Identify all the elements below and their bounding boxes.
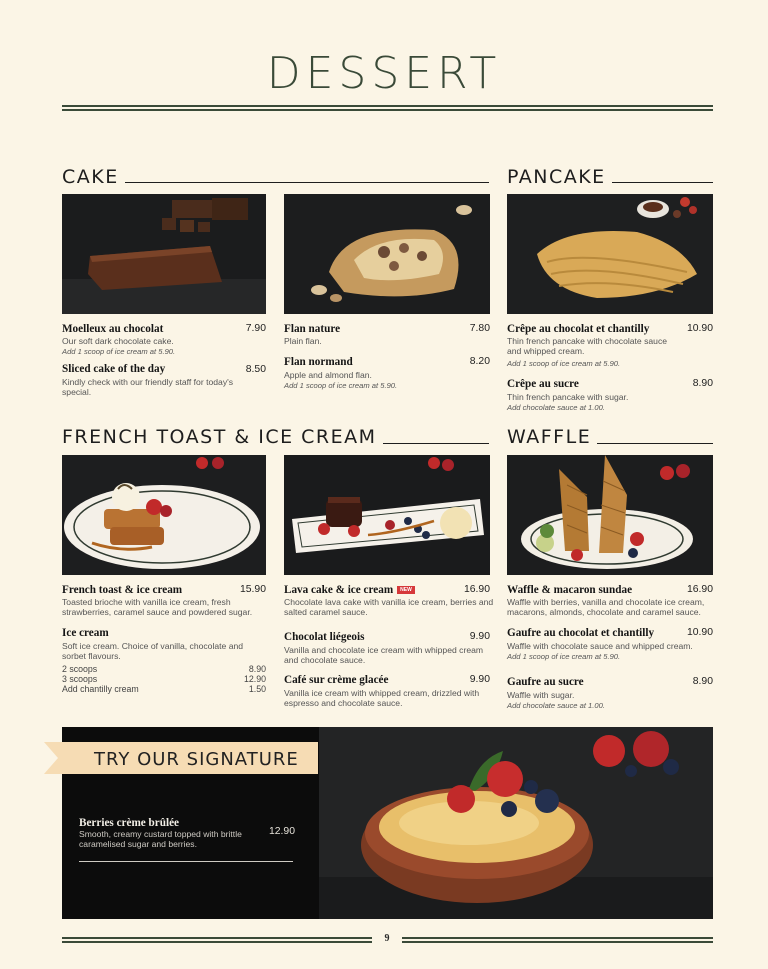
option-row — [62, 674, 266, 684]
item-price: 15.90 — [239, 584, 266, 595]
item-description: Waffle with berries, vanilla and chocolate ice cream, macarons, almonds, chocolate and caramel sauce. — [507, 597, 705, 618]
signature-item-price: 12.90 — [268, 826, 295, 837]
item-name: Gaufre au sucre — [507, 676, 584, 688]
item-note: Add 1 scoop of ice cream at 5.90. — [507, 359, 621, 368]
item-description: Waffle with sugar. — [507, 690, 575, 700]
signature-underline — [79, 861, 293, 862]
option-price: 8.90 — [248, 664, 266, 674]
option-row — [62, 664, 266, 674]
item-price: 8.90 — [692, 378, 713, 389]
item-name: Moelleux au chocolat — [62, 323, 164, 335]
item-description: Chocolate lava cake with vanilla ice cream, berries and salted caramel sauce. — [284, 597, 494, 618]
photo-crepe — [507, 194, 713, 314]
item-name: French toast & ice cream — [62, 584, 183, 596]
item-name: Sliced cake of the day — [62, 363, 166, 375]
item-name: Gaufre au chocolat et chantilly — [507, 627, 655, 639]
item-description: Thin french pancake with sugar. — [507, 392, 629, 402]
item-name: Chocolat liégeois — [284, 631, 365, 643]
item-price: 8.90 — [692, 676, 713, 687]
item-price: 7.80 — [469, 323, 490, 334]
item-name — [284, 584, 415, 596]
footer-rule-right — [402, 937, 713, 943]
item-price: 10.90 — [686, 627, 713, 638]
option-label: Add chantilly cream — [62, 684, 139, 694]
photo-chocolate-cake — [62, 194, 266, 314]
item-description: Our soft dark chocolate cake. — [62, 336, 174, 346]
item-price: 9.90 — [469, 631, 490, 642]
item-price: 7.90 — [245, 323, 266, 334]
photo-waffle — [507, 455, 713, 575]
photo-creme-brulee — [319, 727, 713, 919]
section-heading-pancake: PANCAKE — [507, 166, 612, 188]
item-price: 10.90 — [686, 323, 713, 334]
item-name: Waffle & macaron sundae — [507, 584, 633, 596]
title-divider — [62, 105, 713, 111]
item-description: Kindly check with our friendly staff for today's special. — [62, 377, 234, 398]
item-name: Crêpe au chocolat et chantilly — [507, 323, 650, 335]
signature-heading: TRY OUR SIGNATURE — [94, 749, 299, 770]
new-badge: NEW — [397, 586, 415, 594]
item-description: Plain flan. — [284, 336, 322, 346]
item-description: Toasted brioche with vanilla ice cream, fresh strawberries, caramel sauce and powdered sugar. — [62, 597, 253, 618]
item-price: 9.90 — [469, 674, 490, 685]
section-heading-waffle: WAFFLE — [507, 426, 597, 448]
signature-item-name: Berries crème brûlée — [79, 817, 180, 829]
item-name: Café sur crème glacée — [284, 674, 389, 686]
ice-cream-options — [62, 664, 266, 694]
page-title: DESSERT — [266, 48, 502, 99]
photo-flan — [284, 194, 490, 314]
item-description: Vanilla ice cream with whipped cream, drizzled with espresso and chocolate sauce. — [284, 688, 480, 709]
item-name: Flan normand — [284, 356, 353, 368]
item-note: Add chocolate sauce at 1.00. — [507, 701, 605, 710]
item-price: 16.90 — [463, 584, 490, 595]
item-description: Soft ice cream. Choice of vanilla, chocolate and sorbet flavours. — [62, 641, 244, 662]
item-description: Apple and almond flan. — [284, 370, 372, 380]
option-label: 2 scoops — [62, 664, 98, 674]
signature-item-description: Smooth, creamy custard topped with brittle caramelised sugar and berries. — [79, 829, 242, 850]
option-row — [62, 684, 266, 694]
item-description: Vanilla and chocolate ice cream with whipped cream and chocolate sauce. — [284, 645, 484, 666]
item-note: Add 1 scoop of ice cream at 5.90. — [284, 381, 398, 390]
option-label: 3 scoops — [62, 674, 98, 684]
ribbon-notch — [44, 742, 58, 774]
item-note: Add chocolate sauce at 1.00. — [507, 403, 605, 412]
item-note: Add 1 scoop of ice cream at 5.90. — [507, 652, 621, 661]
item-price: 8.50 — [245, 364, 266, 375]
page-number: 9 — [384, 933, 390, 944]
item-description: Thin french pancake with chocolate sauce and whipped cream. — [507, 336, 668, 357]
cake-heading-rule — [62, 182, 489, 183]
option-price: 12.90 — [243, 674, 266, 684]
item-price: 16.90 — [686, 584, 713, 595]
item-description: Waffle with chocolate sauce and whipped cream. — [507, 641, 693, 651]
item-name: Crêpe au sucre — [507, 378, 579, 390]
section-heading-cake: CAKE — [62, 166, 125, 188]
item-price: 8.20 — [469, 356, 490, 367]
item-name: Flan nature — [284, 323, 341, 335]
item-name-text: Lava cake & ice cream — [284, 584, 394, 596]
footer-rule-left — [62, 937, 372, 943]
photo-lava-cake — [284, 455, 490, 575]
section-heading-french-toast: FRENCH TOAST & ICE CREAM — [62, 426, 383, 448]
option-price: 1.50 — [248, 684, 266, 694]
item-note: Add 1 scoop of ice cream at 5.90. — [62, 347, 176, 356]
photo-french-toast — [62, 455, 266, 575]
item-name: Ice cream — [62, 627, 109, 639]
